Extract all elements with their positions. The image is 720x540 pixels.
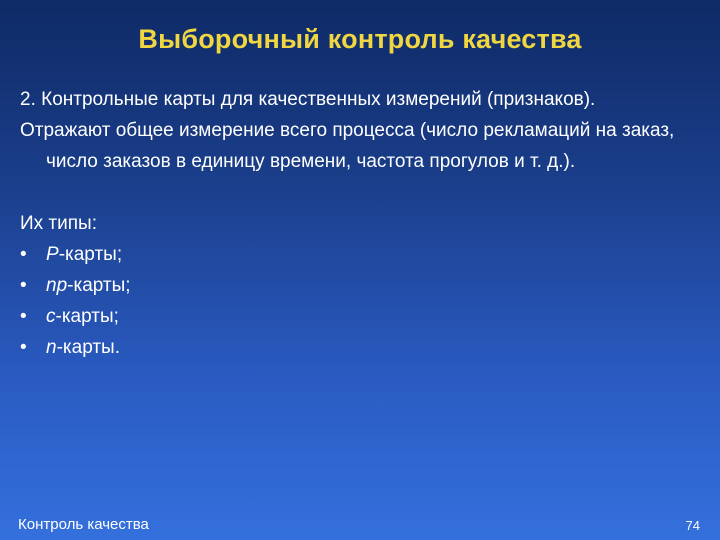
spacer (20, 177, 700, 208)
bullet-item (20, 270, 700, 301)
bullet-text (46, 332, 120, 363)
page-number: 74 (685, 518, 700, 533)
chart-type-symbol: c (46, 306, 56, 327)
chart-type-symbol: np (46, 275, 68, 296)
chart-type-symbol: n (46, 337, 57, 358)
bullet-dot: • (20, 275, 27, 296)
bullet-dot: • (20, 306, 27, 327)
chart-type-symbol: P (46, 244, 59, 265)
slide-title: Выборочный контроль качества (138, 24, 582, 54)
slide-body (20, 84, 700, 363)
bullet-text (46, 270, 131, 301)
chart-type-suffix: -карты. (56, 337, 120, 358)
bullet-dot: • (20, 337, 27, 358)
bullet-dot: • (20, 244, 27, 265)
bullet-text (46, 301, 119, 332)
footer-title: Контроль качества (18, 516, 149, 533)
bullet-item (20, 332, 700, 363)
bullet-item (20, 301, 700, 332)
types-heading: Их типы: (20, 213, 97, 234)
bullet-text (46, 239, 122, 270)
chart-type-suffix: -карты; (58, 244, 123, 265)
paragraph-description: Отражают общее измерение всего процесса (число рекламаций на заказ, число заказов в единицу времени, частота прогулов и т. д.). (20, 120, 675, 172)
paragraph-control-charts: 2. Контрольные карты для качественных измерений (признаков). (20, 89, 596, 110)
chart-type-suffix: -карты; (55, 306, 119, 327)
bullet-item (20, 239, 700, 270)
chart-type-suffix: -карты; (67, 275, 131, 296)
